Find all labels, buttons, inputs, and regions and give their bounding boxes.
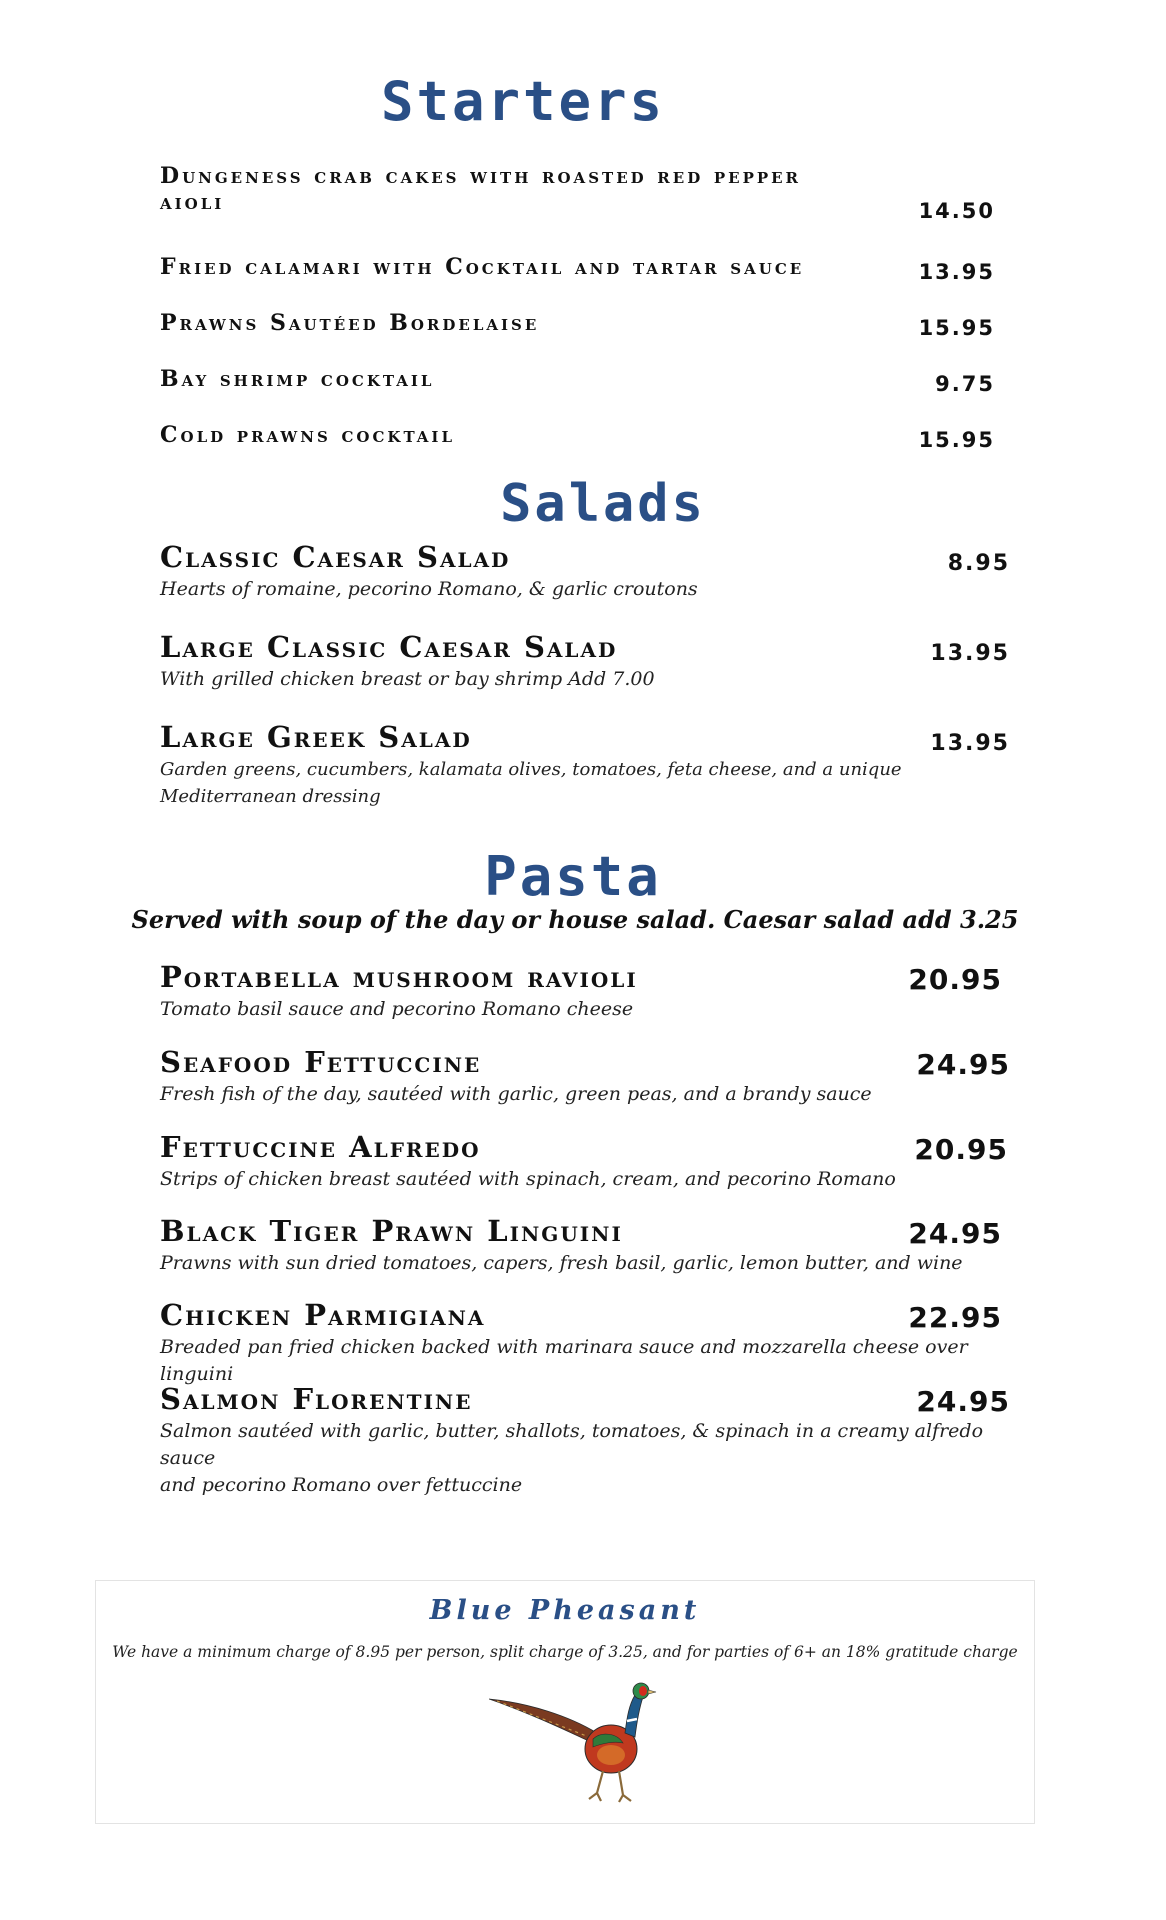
salad-price: 8.95 bbox=[947, 551, 1010, 576]
pheasant-icon bbox=[489, 1671, 669, 1806]
starter-price: 14.50 bbox=[918, 199, 995, 223]
pasta-description: Fresh fish of the day, sautéed with garlic, green peas, and a brandy sauce bbox=[160, 1083, 872, 1105]
pheasant-legs bbox=[589, 1771, 631, 1802]
pasta-item bbox=[160, 960, 1010, 1025]
pasta-name: Fettuccine Alfredo bbox=[160, 1130, 481, 1164]
pheasant-neck bbox=[625, 1695, 643, 1737]
pasta-name: Black Tiger Prawn Linguini bbox=[160, 1214, 623, 1248]
pasta-item bbox=[160, 1214, 1010, 1279]
salad-price: 13.95 bbox=[930, 731, 1010, 756]
starter-item bbox=[160, 163, 1010, 223]
charge-notice: We have a minimum charge of 8.95 per person, split charge of 3.25, and for parties of 6+ an 18% gratitude charge bbox=[112, 1643, 1018, 1661]
pasta-item bbox=[160, 1298, 1010, 1385]
starter-item bbox=[160, 366, 1010, 396]
starter-price: 9.75 bbox=[935, 372, 995, 396]
pasta-heading: Pasta bbox=[484, 845, 662, 908]
pasta-price: 20.95 bbox=[908, 963, 1002, 996]
salad-item bbox=[160, 540, 1010, 605]
salad-description: Hearts of romaine, pecorino Romano, & garlic croutons bbox=[160, 578, 698, 600]
salad-item bbox=[160, 720, 1010, 807]
pasta-item bbox=[160, 1382, 1010, 1496]
starter-price: 15.95 bbox=[918, 316, 995, 340]
starter-name: Prawns Sautéed Bordelaise bbox=[160, 310, 540, 336]
starter-name: Bay shrimp cocktail bbox=[160, 366, 435, 392]
pheasant-tail bbox=[489, 1699, 597, 1743]
starters-heading: Starters bbox=[380, 70, 666, 133]
starter-name: Cold prawns cocktail bbox=[160, 422, 455, 448]
starter-price: 15.95 bbox=[918, 428, 995, 452]
pasta-name: Portabella mushroom ravioli bbox=[160, 960, 638, 994]
salad-name: Large Greek Salad bbox=[160, 720, 472, 754]
restaurant-brand: Blue Pheasant bbox=[429, 1595, 701, 1626]
pasta-description: Prawns with sun dried tomatoes, capers, fresh basil, garlic, lemon butter, and wine bbox=[160, 1252, 963, 1274]
starter-name: Fried calamari with Cocktail and tartar sauce bbox=[160, 254, 805, 280]
pasta-subtitle: Served with soup of the day or house salad. Caesar salad add 3.25 bbox=[131, 905, 1019, 934]
salad-description: With grilled chicken breast or bay shrimp Add 7.00 bbox=[160, 668, 655, 690]
salad-description: Garden greens, cucumbers, kalamata olives, tomatoes, feta cheese, and a unique Mediterranean dressing bbox=[160, 759, 902, 807]
starter-item bbox=[160, 422, 1010, 452]
pasta-description: Strips of chicken breast sautéed with spinach, cream, and pecorino Romano bbox=[160, 1168, 896, 1190]
salad-item bbox=[160, 630, 1010, 695]
starter-name-line2: aioli bbox=[160, 189, 225, 215]
salad-price: 13.95 bbox=[930, 641, 1010, 666]
salad-name: Classic Caesar Salad bbox=[160, 540, 511, 574]
pasta-description: Breaded pan fried chicken backed with marinara sauce and mozzarella cheese over linguini bbox=[160, 1336, 968, 1385]
pasta-price: 22.95 bbox=[908, 1301, 1002, 1334]
pasta-price: 24.95 bbox=[908, 1217, 1002, 1250]
starter-item bbox=[160, 254, 1010, 284]
starter-name-line1: Dungeness crab cakes with roasted red pepper bbox=[160, 163, 802, 189]
starter-item bbox=[160, 310, 1010, 340]
pasta-description: Tomato basil sauce and pecorino Romano cheese bbox=[160, 998, 634, 1020]
salads-heading: Salads bbox=[500, 474, 706, 534]
pasta-name: Seafood Fettuccine bbox=[160, 1045, 482, 1079]
salad-name: Large Classic Caesar Salad bbox=[160, 630, 618, 664]
pasta-description: Salmon sautéed with garlic, butter, shallots, tomatoes, & spinach in a creamy alfredo sauce bbox=[160, 1420, 984, 1469]
pasta-item bbox=[160, 1130, 1010, 1195]
pasta-name: Salmon Florentine bbox=[160, 1382, 473, 1416]
footer-panel bbox=[95, 1580, 1035, 1824]
pasta-price: 24.95 bbox=[916, 1048, 1010, 1081]
pasta-description-continued: and pecorino Romano over fettuccine bbox=[160, 1474, 523, 1496]
pasta-item bbox=[160, 1045, 1010, 1110]
pasta-price: 24.95 bbox=[916, 1385, 1010, 1418]
starter-price: 13.95 bbox=[918, 260, 995, 284]
pasta-name: Chicken Parmigiana bbox=[160, 1298, 486, 1332]
pasta-price: 20.95 bbox=[914, 1133, 1008, 1166]
